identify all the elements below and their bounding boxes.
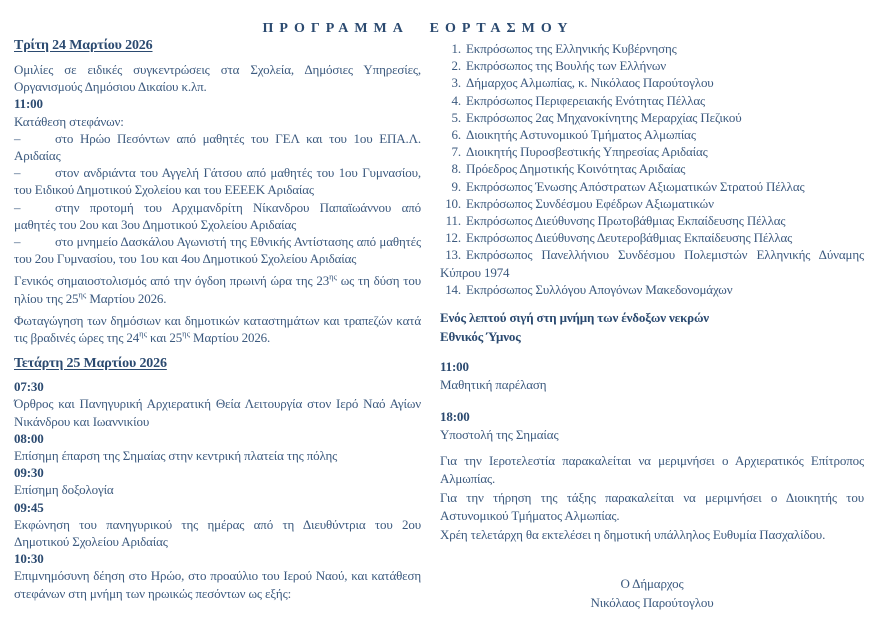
representative-item — [440, 40, 864, 57]
signature-role: Ο Δήμαρχος — [620, 576, 684, 592]
right-column — [440, 36, 864, 612]
representative-item — [440, 195, 864, 212]
event-description: Επίσημη έπαρση της Σημαίας στην κεντρική πλατεία της πόλης — [14, 448, 338, 464]
ordinal-superscript: ης — [139, 328, 147, 339]
schedule-entry — [14, 464, 421, 498]
wreath-location-item — [14, 164, 421, 198]
representative-text: Εκπρόσωπος 2ας Μηχανοκίνητης Μεραρχίας Πεζικού — [466, 109, 742, 125]
note-paragraph: Χρέη τελετάρχη θα εκτελέσει η δημοτική υπάλληλος Ευθυμία Πασχαλίδου. — [440, 526, 826, 542]
schedule-entry — [14, 550, 421, 602]
organizational-notes — [440, 452, 864, 544]
note-text: Γενικός σημαιοστολισμός από την όγδοη πρωινή ώρα της 23 — [14, 273, 330, 289]
wreath-location-item — [14, 130, 421, 164]
dash-marker: – — [14, 165, 21, 181]
note-paragraph: Για την τήρηση της τάξης παρακαλείται να μεριμνήσει ο Διοικητής του Αστυνομικού Τμήματος Αλμωπίας. — [440, 489, 864, 524]
representative-text: Εκπρόσωπος Συλλόγου Απογόνων Μακεδονομάχων — [466, 281, 733, 297]
dash-marker: – — [14, 199, 21, 215]
event-description: Επιμνημόσυνη δέηση στο Ηρώο, στο προαύλιο του Ιερού Ναού, και κατάθεση στεφάνων στη μνήμη των ηρωικώς πεσόντων ως εξής: — [14, 568, 421, 601]
ordinal-superscript: ης — [182, 328, 190, 339]
wreath-location-text: στο μνημείο Δασκάλου Αγωνιστή της Εθνικής Αντίστασης από μαθητές του 2ου Γυμνασίου, του 1ου και 4ου Δημοτικού Σχολείου Αριδαίας — [14, 234, 421, 267]
representative-text: Εκπρόσωπος της Βουλής των Ελλήνων — [466, 58, 666, 74]
item-number: 6. — [451, 127, 461, 143]
event-time: 10:30 — [14, 551, 44, 567]
item-number: 8. — [451, 161, 461, 177]
representative-text: Εκπρόσωπος Διεύθυνσης Πρωτοβάθμιας Εκπαίδευσης Πέλλας — [466, 213, 786, 229]
schedule-entry — [14, 430, 421, 464]
event-description: Μαθητική παρέλαση — [440, 377, 547, 393]
representative-text: Εκπρόσωπος Πανελλήνιου Συνδέσμου Πολεμιστών Ελληνικής Δύναμης Κύπρου 1974 — [440, 247, 864, 280]
event-description: Υποστολή της Σημαίας — [440, 427, 559, 443]
schedule-entry — [14, 499, 421, 551]
representative-item — [440, 229, 864, 246]
wreath-location-text: στην προτομή του Αρχιμανδρίτη Νίκανδρου Παπαϊωάννου από μαθητές του 2ου και 3ου Δημοτικού Σχολείου Αριδαίας — [14, 199, 421, 232]
program-title: ΠΡΟΓΡΑΜΜΑ ΕΟΡΤΑΣΜΟΥ — [262, 21, 574, 36]
item-number: 2. — [451, 58, 461, 74]
item-number: 12. — [445, 230, 461, 246]
representative-item — [440, 160, 864, 177]
signature-name: Νικόλαος Παρούτογλου — [590, 595, 714, 611]
representatives-list — [440, 40, 864, 298]
wreath-location-text: στον ανδριάντα του Αγγελή Γάτσου από μαθητές του 1ου Γυμνασίου, του Ειδικού Δημοτικού Σχολείου και του ΕΕΕΕΚ Αριδαίας — [14, 165, 421, 198]
wreath-location-item — [14, 199, 421, 233]
item-number: 14. — [445, 281, 461, 297]
event-time: 11:00 — [14, 96, 43, 112]
date-heading-day1: Τρίτη 24 Μαρτίου 2026 — [14, 38, 153, 53]
representative-text: Εκπρόσωπος Διεύθυνσης Δευτεροβάθμιας Εκπαίδευσης Πέλλας — [466, 230, 793, 246]
dash-marker: – — [14, 234, 21, 250]
event-description: Όρθρος και Πανηγυρική Αρχιερατική Θεία Λειτουργία στον Ιερό Ναό Αγίων Νικάνδρου και Ιωαννικίου — [14, 396, 421, 429]
representative-item — [440, 143, 864, 160]
representative-text: Εκπρόσωπος της Ελληνικής Κυβέρνησης — [466, 41, 677, 56]
item-number: 5. — [451, 109, 461, 125]
note-paragraph: Για την Ιεροτελεστία παρακαλείται να μεριμνήσει ο Αρχιερατικός Επίτροπος Αλμωπίας. — [440, 453, 864, 487]
ordinal-superscript: ης — [329, 272, 337, 283]
representative-text: Πρόεδρος Δημοτικής Κοινότητας Αριδαίας — [466, 161, 686, 177]
representative-text: Εκπρόσωπος Ένωσης Απόστρατων Αξιωματικών Στρατού Πέλλας — [466, 178, 805, 194]
flag-hoisting-note — [14, 272, 421, 306]
event-time: 07:30 — [14, 379, 44, 395]
event-time: 11:00 — [440, 359, 469, 375]
event-description: Εκφώνηση του πανηγυρικού της ημέρας από τη Διευθύντρια του 2ου Δημοτικού Σχολείου Αριδαίας — [14, 516, 421, 550]
item-number: 9. — [451, 178, 461, 194]
representative-item — [440, 212, 864, 229]
event-time: 09:30 — [14, 465, 44, 481]
representative-text: Διοικητής Αστυνομικού Τμήματος Αλμωπίας — [466, 127, 696, 143]
representative-text: Εκπρόσωπος Συνδέσμου Εφέδρων Αξιωματικών — [466, 195, 714, 211]
silence-line: Ενός λεπτού σιγή στη μνήμη των ένδοξων νεκρών — [440, 310, 709, 326]
representative-text: Δήμαρχος Αλμωπίας, κ. Νικόλαος Παρούτογλου — [466, 75, 714, 91]
item-number: 3. — [451, 75, 461, 91]
representative-item — [440, 109, 864, 126]
anthem-line: Εθνικός Ύμνος — [440, 329, 521, 345]
event-time: 09:45 — [14, 499, 44, 515]
representative-text: Εκπρόσωπος Περιφερειακής Ενότητας Πέλλας — [466, 92, 706, 108]
item-number: 11. — [445, 213, 461, 229]
note-text: και 25 — [146, 330, 183, 346]
note-text: ως τη δύση του ηλίου της 25 — [14, 273, 421, 306]
silence-block — [440, 308, 864, 346]
representative-item — [440, 57, 864, 74]
wreath-location-item — [14, 233, 421, 267]
representative-item — [440, 74, 864, 91]
representative-item — [440, 178, 864, 195]
representative-item — [440, 126, 864, 143]
representative-item — [440, 92, 864, 109]
wreath-location-text: στο Ηρώο Πεσόντων από μαθητές του ΓΕΛ και του 1ου ΕΠΑ.Λ. Αριδαίας — [14, 130, 421, 164]
left-column — [14, 32, 421, 602]
representative-text: Διοικητής Πυροσβεστικής Υπηρεσίας Αριδαίας — [466, 144, 708, 160]
illumination-note — [14, 312, 421, 346]
item-number: 1. — [451, 41, 461, 56]
schedule-entry — [440, 358, 864, 394]
schedule-entry — [440, 408, 864, 444]
representative-item — [440, 246, 864, 280]
date-heading-day2: Τετάρτη 25 Μαρτίου 2026 — [14, 356, 167, 372]
event-time: 08:00 — [14, 430, 44, 446]
event-time: 18:00 — [440, 409, 470, 425]
note-text: Μαρτίου 2026. — [189, 330, 271, 346]
note-text: Φωταγώγηση των δημόσιων και δημοτικών καταστημάτων και τραπεζών κατά τις βραδινές ώρες της 24 — [14, 312, 421, 346]
item-number: 7. — [451, 144, 461, 160]
wreaths-label: Κατάθεση στεφάνων: — [14, 113, 124, 129]
item-number: 13. — [445, 247, 461, 263]
signature-block — [440, 574, 864, 612]
ordinal-superscript: ης — [78, 289, 87, 300]
dash-marker: – — [14, 130, 21, 146]
schedule-entry — [14, 378, 421, 430]
item-number: 10. — [445, 195, 461, 211]
note-text: Μαρτίου 2026. — [86, 290, 167, 306]
item-number: 4. — [451, 92, 461, 108]
intro-paragraph: Ομιλίες σε ειδικές συγκεντρώσεις στα Σχολεία, Δημόσιες Υπηρεσίες, Οργανισμούς Δημόσιου Δικαίου κ.λπ. — [14, 62, 421, 95]
representative-item — [440, 281, 864, 298]
event-description: Επίσημη δοξολογία — [14, 482, 114, 498]
